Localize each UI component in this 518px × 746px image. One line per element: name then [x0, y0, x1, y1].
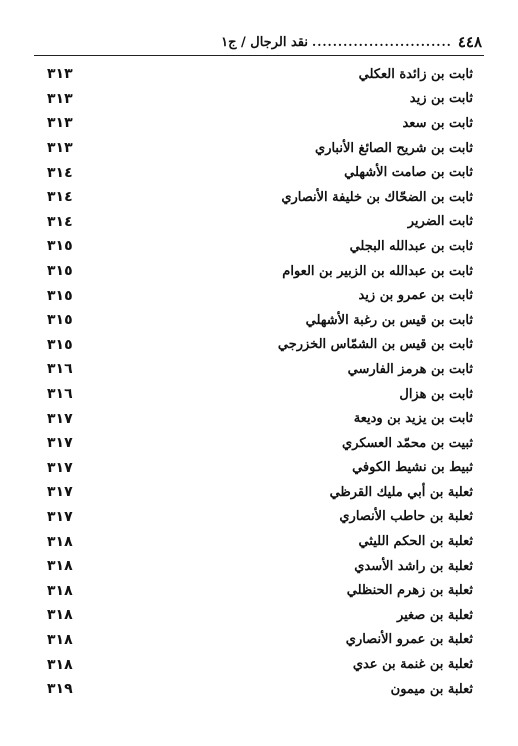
index-entry: [47, 62, 473, 87]
entry-name: ثابت بن قيس بن الشمّاس الخزرجي: [277, 337, 473, 353]
index-entry: [47, 308, 473, 333]
entry-page-number: ٣١٨: [47, 631, 73, 648]
entry-name: ثابت بن هرمز الفارسي: [347, 361, 473, 377]
entry-name: ثعلبة بن زهرم الحنظلي: [346, 583, 473, 599]
index-entry: [47, 652, 473, 677]
entry-name: ثابت الضرير: [407, 214, 473, 230]
entry-page-number: ٣١٣: [47, 90, 73, 107]
entry-page-number: ٣١٩: [47, 681, 73, 698]
index-entry: [47, 185, 473, 210]
index-entry: [47, 111, 473, 136]
entry-page-number: ٣١٥: [47, 336, 73, 353]
entry-name: ثعلبة بن عمرو الأنصاري: [345, 632, 473, 648]
entry-name: ثابت بن زيد: [409, 91, 473, 107]
entry-name: ثبيط بن نشيط الكوفي: [352, 460, 473, 476]
entry-name: ثعلبة بن راشد الأسدي: [354, 558, 473, 574]
entry-name: ثعلبة بن حاطب الأنصاري: [339, 509, 473, 525]
index-entry: [47, 456, 473, 481]
index-entry: [47, 505, 473, 530]
entry-page-number: ٣١٨: [47, 558, 73, 575]
header-rule: [34, 55, 484, 56]
entry-page-number: ٣١٥: [47, 238, 73, 255]
index-entry: [47, 480, 473, 505]
entry-name: ثابت بن يزيد بن وديعة: [353, 411, 473, 427]
entry-page-number: ٣١٨: [47, 656, 73, 673]
entry-page-number: ٣١٣: [47, 140, 73, 157]
entry-page-number: ٣١٨: [47, 533, 73, 550]
leader-dots: ...........................: [312, 35, 452, 49]
entry-page-number: ٣١٣: [47, 115, 73, 132]
entry-page-number: ٣١٨: [47, 582, 73, 599]
index-entry: [47, 283, 473, 308]
entry-name: ثعلبة بن غنمة بن عدي: [352, 657, 473, 673]
entry-name: ثابت بن عبدالله البجلي: [349, 238, 473, 254]
entry-page-number: ٣١٣: [47, 66, 73, 83]
index-entry: [47, 578, 473, 603]
entry-name: ثابت بن زائدة العكلي: [358, 66, 473, 82]
index-entry: [47, 234, 473, 259]
entry-page-number: ٣١٥: [47, 287, 73, 304]
entry-name: ثابت بن الضحّاك بن خليفة الأنصاري: [281, 189, 473, 205]
entry-name: ثعلبة بن أبي مليك القرظي: [329, 484, 473, 500]
entry-name: ثابت بن صامت الأشهلي: [344, 165, 473, 181]
index-entry: [47, 554, 473, 579]
entry-name: ثابت بن سعد: [402, 115, 473, 131]
entry-page-number: ٣١٤: [47, 189, 73, 206]
entry-name: ثبيت بن محمّد العسكري: [342, 435, 473, 451]
running-header: [36, 31, 482, 53]
entry-page-number: ٣١٧: [47, 435, 73, 452]
index-entry: [47, 357, 473, 382]
entry-name: ثابت بن عبدالله بن الزبير بن العوام: [282, 263, 473, 279]
index-entry: [47, 677, 473, 702]
entry-name: ثابت بن قيس بن رغبة الأشهلي: [305, 312, 473, 328]
page-number: ٤٤٨: [457, 33, 482, 51]
entry-name: ثابت بن هزال: [399, 386, 473, 402]
entry-page-number: ٣١٧: [47, 459, 73, 476]
entry-name: ثابت بن عمرو بن زيد: [358, 288, 473, 304]
entry-name: ثعلبة بن صغير: [396, 607, 473, 623]
index-entry: [47, 210, 473, 235]
entry-page-number: ٣١٦: [47, 361, 73, 378]
book-title: نقد الرجال / ج١: [221, 34, 309, 50]
entry-page-number: ٣١٧: [47, 410, 73, 427]
index-list: [47, 62, 473, 701]
index-entry: [47, 628, 473, 653]
entry-page-number: ٣١٧: [47, 508, 73, 525]
entry-page-number: ٣١٥: [47, 312, 73, 329]
entry-name: ثابت بن شريح الصائغ الأنباري: [315, 140, 473, 156]
entry-page-number: ٣١٧: [47, 484, 73, 501]
entry-page-number: ٣١٤: [47, 213, 73, 230]
index-entry: [47, 603, 473, 628]
index-entry: [47, 160, 473, 185]
entry-name: ثعلبة بن الحكم الليثي: [358, 534, 473, 550]
index-entry: [47, 259, 473, 284]
index-entry: [47, 406, 473, 431]
entry-page-number: ٣١٨: [47, 607, 73, 624]
index-entry: [47, 529, 473, 554]
entry-page-number: ٣١٦: [47, 386, 73, 403]
entry-page-number: ٣١٥: [47, 263, 73, 280]
index-entry: [47, 136, 473, 161]
index-entry: [47, 382, 473, 407]
index-entry: [47, 87, 473, 112]
entry-page-number: ٣١٤: [47, 164, 73, 181]
entry-name: ثعلبة بن ميمون: [390, 681, 473, 697]
index-entry: [47, 431, 473, 456]
index-entry: [47, 333, 473, 358]
